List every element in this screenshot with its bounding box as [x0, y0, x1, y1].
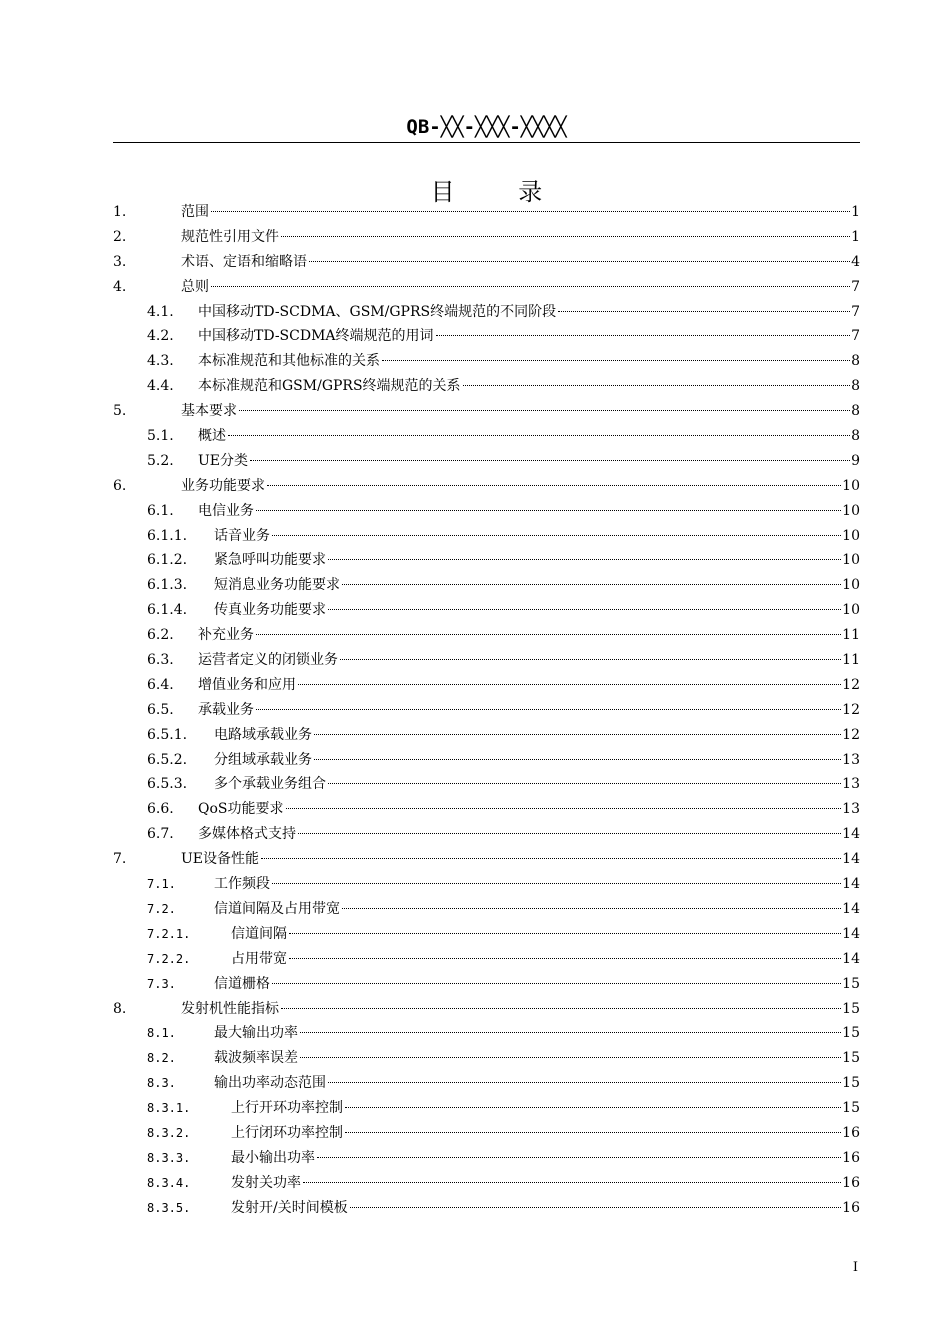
- toc-entry-label: 多个承载业务组合: [214, 776, 326, 793]
- toc-entry-number: 4.2.: [147, 328, 174, 345]
- toc-entry-page: 15: [842, 975, 860, 992]
- toc-entry-label: UE设备性能: [181, 851, 260, 868]
- toc-entry-number: 8.2.: [147, 1051, 176, 1066]
- toc-entry-label: 短消息业务功能要求: [214, 577, 340, 594]
- toc-leader-dots: [328, 1082, 841, 1083]
- toc-entry-label: 工作频段: [214, 876, 270, 893]
- toc-entry-number: 6.1.1.: [147, 527, 188, 544]
- toc-entry-page: 12: [842, 701, 860, 718]
- toc-entry-page: 13: [842, 776, 860, 793]
- toc-entry-label: 术语、定语和缩略语: [181, 253, 307, 270]
- toc-entry-page: 12: [842, 726, 860, 743]
- toc-entry[interactable]: [113, 623, 860, 648]
- toc-title: 目 录: [430, 178, 571, 206]
- toc-entry-page: 14: [842, 950, 860, 967]
- toc-entry-label: 电路域承载业务: [214, 726, 312, 743]
- toc-entry-label: 总则: [181, 278, 209, 295]
- toc-entry[interactable]: [113, 847, 860, 872]
- toc-entry-number: 6.5.3.: [147, 776, 188, 793]
- toc-leader-dots: [436, 335, 851, 336]
- toc-entry[interactable]: [113, 250, 860, 275]
- toc-leader-dots: [239, 410, 850, 411]
- toc-entry-label: QoS功能要求: [198, 801, 284, 818]
- toc-entry-page: 10: [842, 477, 860, 494]
- toc-entry-label: 中国移动TD-SCDMA终端规范的用词: [198, 328, 434, 345]
- toc-entry-page: 10: [842, 552, 860, 569]
- toc-entry-label: 输出功率动态范围: [214, 1075, 326, 1092]
- toc-entry-number: 7.: [113, 851, 127, 868]
- toc-leader-dots: [328, 783, 841, 784]
- toc-entry[interactable]: [113, 324, 860, 349]
- toc-entry[interactable]: [113, 772, 860, 797]
- toc-entry-number: 7.1.: [147, 877, 176, 892]
- toc-entry-label: 业务功能要求: [181, 477, 265, 494]
- toc-entry[interactable]: [113, 573, 860, 598]
- toc-entry-page: 13: [842, 801, 860, 818]
- toc-entry-number: 8.: [113, 1000, 127, 1017]
- toc-entry[interactable]: [113, 598, 860, 623]
- toc-entry-number: 8.3.: [147, 1076, 176, 1091]
- toc-entry-page: 8: [851, 403, 860, 420]
- toc-leader-dots: [342, 584, 841, 585]
- toc-entry-number: 4.4.: [147, 378, 174, 395]
- toc-entry-label: 紧急呼叫功能要求: [214, 552, 326, 569]
- toc-entry-label: 规范性引用文件: [181, 228, 279, 245]
- toc-entry[interactable]: [113, 822, 860, 847]
- toc-leader-dots: [317, 1157, 841, 1158]
- toc-entry-label: 传真业务功能要求: [214, 602, 326, 619]
- toc-entry-label: 承载业务: [198, 701, 254, 718]
- toc-leader-dots: [256, 634, 841, 635]
- toc-entry[interactable]: [113, 1096, 860, 1121]
- toc-entry[interactable]: [113, 399, 860, 424]
- toc-entry-label: 电信业务: [198, 502, 254, 519]
- toc-entry-page: 9: [851, 452, 860, 469]
- toc-entry-page: 15: [842, 1000, 860, 1017]
- toc-entry-number: 3.: [113, 253, 127, 270]
- toc-entry-page: 15: [842, 1075, 860, 1092]
- toc-entry-label: 信道间隔: [231, 925, 287, 942]
- toc-entry[interactable]: [113, 797, 860, 822]
- toc-entry-label: 本标准规范和其他标准的关系: [198, 353, 380, 370]
- toc-entry[interactable]: [113, 922, 860, 947]
- toc-leader-dots: [281, 236, 850, 237]
- toc-entry[interactable]: [113, 748, 860, 773]
- header-rule: [113, 142, 860, 143]
- toc-entry-page: 15: [842, 1025, 860, 1042]
- toc-entry-page: 12: [842, 676, 860, 693]
- toc-entry-page: 15: [842, 1100, 860, 1117]
- toc-entry-number: 8.3.1.: [147, 1101, 191, 1116]
- toc-leader-dots: [340, 659, 841, 660]
- toc-leader-dots: [300, 1032, 841, 1033]
- toc-entry-label: 话音业务: [214, 527, 270, 544]
- toc-entry-label: 中国移动TD-SCDMA、GSM/GPRS终端规范的不同阶段: [198, 303, 557, 320]
- toc-leader-dots: [211, 211, 850, 212]
- toc-leader-dots: [309, 261, 850, 262]
- toc-entry-number: 5.1.: [147, 428, 174, 445]
- toc-entry-page: 16: [842, 1199, 860, 1216]
- toc-entry-page: 11: [842, 627, 860, 644]
- toc-entry-label: 发射关功率: [231, 1174, 301, 1191]
- toc-entry[interactable]: [113, 698, 860, 723]
- toc-entry-page: 1: [851, 228, 860, 245]
- toc-entry-page: 1: [851, 204, 860, 220]
- toc-entry[interactable]: [113, 449, 860, 474]
- toc-entry-label: 最小输出功率: [231, 1149, 315, 1166]
- toc-entry-page: 14: [842, 851, 860, 868]
- toc-entry-number: 6.5.2.: [147, 751, 188, 768]
- toc-leader-dots: [303, 1182, 841, 1183]
- toc-entry[interactable]: [113, 524, 860, 549]
- toc-entry-number: 7.2.1.: [147, 926, 191, 941]
- toc-entry-number: 6.7.: [147, 826, 174, 843]
- toc-entry[interactable]: [113, 474, 860, 499]
- toc-entry-label: 占用带宽: [231, 950, 287, 967]
- toc-leader-dots: [272, 535, 841, 536]
- toc-leader-dots: [314, 734, 841, 735]
- toc-entry-page: 10: [842, 577, 860, 594]
- toc-leader-dots: [328, 609, 841, 610]
- toc-entry-page: 16: [842, 1124, 860, 1141]
- toc-entry[interactable]: [113, 1146, 860, 1171]
- toc-entry[interactable]: [113, 349, 860, 374]
- toc-entry[interactable]: [113, 1196, 860, 1221]
- toc-entry[interactable]: [113, 225, 860, 250]
- toc-entry-page: 16: [842, 1149, 860, 1166]
- toc-entry-number: 6.6.: [147, 801, 174, 818]
- toc-entry-number: 8.3.3.: [147, 1150, 191, 1165]
- toc-entry-number: 7.3.: [147, 976, 176, 991]
- toc-entry-number: 8.1.: [147, 1026, 176, 1041]
- toc-leader-dots: [272, 883, 841, 884]
- toc-entry-page: 11: [842, 652, 860, 669]
- toc-entry-label: 补充业务: [198, 627, 254, 644]
- toc-entry[interactable]: [113, 673, 860, 698]
- toc-entry-number: 6.1.4.: [147, 602, 188, 619]
- toc-entry[interactable]: [113, 300, 860, 325]
- toc-entry-page: 10: [842, 602, 860, 619]
- toc-entry-number: 7.2.: [147, 901, 176, 916]
- toc-entry[interactable]: [113, 1021, 860, 1046]
- document-code: QB-╳╳-╳╳╳-╳╳╳╳: [406, 116, 567, 138]
- toc-entry[interactable]: [113, 424, 860, 449]
- toc-leader-dots: [558, 311, 850, 312]
- toc-leader-dots: [463, 385, 851, 386]
- toc-leader-dots: [211, 286, 850, 287]
- toc-entry-page: 4: [851, 253, 860, 270]
- toc-entry-page: 7: [851, 278, 860, 295]
- toc-entry-label: 载波频率误差: [214, 1050, 298, 1067]
- toc-entry-label: 多媒体格式支持: [198, 826, 296, 843]
- toc-entry-page: 13: [842, 751, 860, 768]
- toc-entry-page: 8: [851, 378, 860, 395]
- toc-leader-dots: [345, 1107, 841, 1108]
- toc-leader-dots: [267, 485, 841, 486]
- toc-entry-label: 上行开环功率控制: [231, 1100, 343, 1117]
- toc-entry[interactable]: [113, 947, 860, 972]
- toc-entry-page: 15: [842, 1050, 860, 1067]
- toc-leader-dots: [298, 684, 841, 685]
- toc-entry[interactable]: [113, 374, 860, 399]
- toc-entry-label: UE分类: [198, 452, 249, 469]
- toc-entry-number: 5.2.: [147, 452, 174, 469]
- toc-entry[interactable]: [113, 1171, 860, 1196]
- toc-entry[interactable]: [113, 499, 860, 524]
- page-number: I: [852, 1260, 858, 1275]
- toc-leader-dots: [328, 559, 841, 560]
- toc-entry-label: 发射开/关时间模板: [231, 1199, 348, 1216]
- toc-entry-number: 5.: [113, 403, 127, 420]
- toc-entry-label: 增值业务和应用: [198, 676, 296, 693]
- toc-entry-page: 10: [842, 502, 860, 519]
- toc-entry[interactable]: [113, 997, 860, 1022]
- toc-entry[interactable]: [113, 872, 860, 897]
- toc-leader-dots: [272, 983, 841, 984]
- toc-entry[interactable]: [113, 648, 860, 673]
- toc-entry-number: 6.1.: [147, 502, 174, 519]
- toc-entry-page: 7: [851, 303, 860, 320]
- toc-entry-label: 上行闭环功率控制: [231, 1124, 343, 1141]
- toc-leader-dots: [286, 808, 842, 809]
- toc-entry-label: 概述: [198, 428, 226, 445]
- toc-leader-dots: [261, 858, 841, 859]
- toc-entry-label: 信道间隔及占用带宽: [214, 900, 340, 917]
- toc-entry-page: 8: [851, 353, 860, 370]
- toc-entry[interactable]: [113, 723, 860, 748]
- toc-entry-number: 4.1.: [147, 303, 174, 320]
- toc-entry[interactable]: [113, 972, 860, 997]
- toc-leader-dots: [289, 958, 841, 959]
- toc-entry-label: 最大输出功率: [214, 1025, 298, 1042]
- toc-entry-number: 6.: [113, 477, 127, 494]
- toc-leader-dots: [289, 933, 841, 934]
- toc-entry-page: 10: [842, 527, 860, 544]
- toc-entry-number: 8.3.2.: [147, 1125, 191, 1140]
- toc-entry-label: 基本要求: [181, 403, 237, 420]
- toc-entry-number: 4.: [113, 278, 127, 295]
- toc-leader-dots: [228, 435, 850, 436]
- toc-entry[interactable]: [113, 1071, 860, 1096]
- toc-leader-dots: [345, 1132, 841, 1133]
- toc-entry-number: 2.: [113, 228, 127, 245]
- toc-entry-page: 14: [842, 826, 860, 843]
- toc-leader-dots: [382, 360, 850, 361]
- toc-leader-dots: [250, 460, 850, 461]
- toc-entry-page: 14: [842, 900, 860, 917]
- toc-entry-number: 6.2.: [147, 627, 174, 644]
- toc-entry-label: 分组域承载业务: [214, 751, 312, 768]
- toc-entry-number: 8.3.4.: [147, 1175, 191, 1190]
- toc-leader-dots: [350, 1207, 841, 1208]
- toc-entry-label: 本标准规范和GSM/GPRS终端规范的关系: [198, 378, 461, 395]
- toc-entry[interactable]: [113, 275, 860, 300]
- toc-entry-page: 7: [851, 328, 860, 345]
- toc-leader-dots: [298, 833, 841, 834]
- toc-leader-dots: [256, 510, 841, 511]
- toc-entry-number: 7.2.2.: [147, 951, 191, 966]
- toc-entry[interactable]: [113, 548, 860, 573]
- toc-entry-page: 14: [842, 876, 860, 893]
- toc-entry-page: 14: [842, 925, 860, 942]
- toc-entry-number: 6.5.: [147, 701, 174, 718]
- toc-entry[interactable]: [113, 897, 860, 922]
- toc-entry-number: 6.3.: [147, 652, 174, 669]
- toc-entry[interactable]: [113, 1046, 860, 1071]
- toc-entry[interactable]: [113, 1121, 860, 1146]
- toc-entry-number: 6.1.3.: [147, 577, 188, 594]
- toc-entry-number: 8.3.5.: [147, 1200, 191, 1215]
- toc-entry-number: 6.1.2.: [147, 552, 188, 569]
- table-of-contents: [113, 200, 860, 1221]
- toc-entry-number: 4.3.: [147, 353, 174, 370]
- toc-entry-label: 运营者定义的闭锁业务: [198, 652, 338, 669]
- toc-entry-number: 1.: [113, 204, 127, 220]
- toc-leader-dots: [256, 709, 841, 710]
- toc-entry[interactable]: [113, 200, 860, 225]
- toc-leader-dots: [300, 1057, 841, 1058]
- toc-leader-dots: [281, 1008, 841, 1009]
- toc-entry-page: 8: [851, 428, 860, 445]
- toc-entry-page: 16: [842, 1174, 860, 1191]
- toc-entry-label: 发射机性能指标: [181, 1000, 279, 1017]
- toc-entry-number: 6.5.1.: [147, 726, 188, 743]
- toc-entry-number: 6.4.: [147, 676, 174, 693]
- toc-entry-label: 范围: [181, 204, 209, 220]
- toc-entry-label: 信道栅格: [214, 975, 270, 992]
- toc-leader-dots: [314, 759, 841, 760]
- toc-leader-dots: [342, 908, 841, 909]
